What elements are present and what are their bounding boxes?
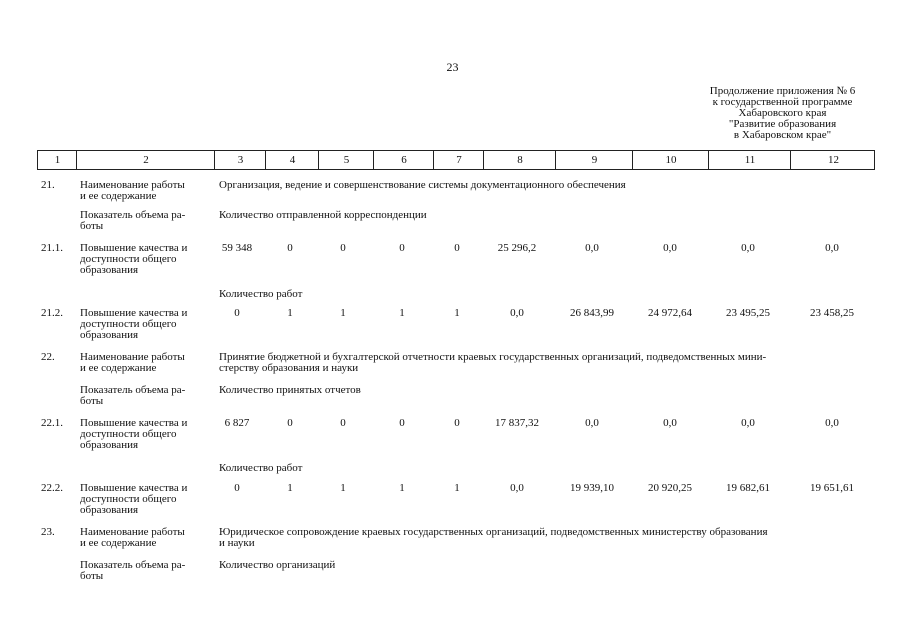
- value-text: 0,0: [825, 242, 839, 254]
- row-number: 23.: [41, 526, 55, 538]
- value-text: 0,0: [663, 417, 677, 429]
- column-divider: [483, 151, 484, 169]
- value-text: 59 348: [221, 242, 253, 254]
- row-name-line: Повышение качества и: [80, 417, 188, 429]
- value-text: 1: [340, 307, 346, 319]
- value-text: 19 651,61: [810, 482, 854, 494]
- row-name-line: Показатель объема ра-: [80, 384, 186, 396]
- column-number-header: [37, 150, 875, 170]
- column-number-cell: 12: [828, 154, 839, 166]
- row-number: 21.1.: [41, 242, 63, 254]
- value-text: 1: [287, 307, 293, 319]
- value-text: 0: [399, 242, 405, 254]
- column-divider: [708, 151, 709, 169]
- value-text: 0,0: [510, 307, 524, 319]
- header-note-line: Продолжение приложения № 6: [709, 85, 856, 97]
- row-description-line: и науки: [219, 537, 255, 549]
- row-name-line: доступности общего: [80, 253, 177, 265]
- value-text: 0,0: [663, 242, 677, 254]
- column-number-cell: 4: [289, 154, 296, 166]
- value-text: 0: [287, 417, 293, 429]
- column-number-cell: 10: [665, 154, 677, 166]
- row-name-line: образования: [80, 439, 139, 451]
- row-name-line: боты: [80, 220, 104, 232]
- header-note-line: к государственной программе: [712, 96, 853, 108]
- value-text: 0: [340, 417, 346, 429]
- row-number: 21.: [41, 179, 55, 191]
- row-name-line: Наименование работы: [80, 526, 185, 538]
- row-description-line: Количество принятых отчетов: [219, 384, 361, 396]
- appendix-header-note: [660, 86, 905, 141]
- row-number: 22.1.: [41, 417, 63, 429]
- indicator-label: Количество работ: [219, 462, 303, 474]
- column-number-cell: 9: [591, 154, 598, 166]
- row-name-line: Повышение качества и: [80, 482, 188, 494]
- value-text: 0: [454, 417, 460, 429]
- row-name-line: образования: [80, 329, 139, 341]
- value-text: 1: [399, 482, 405, 494]
- row-name-line: доступности общего: [80, 318, 177, 330]
- value-text: 0: [234, 307, 240, 319]
- column-number-cell: 5: [343, 154, 350, 166]
- column-divider: [790, 151, 791, 169]
- value-text: 24 972,64: [648, 307, 692, 319]
- column-number-cell: 6: [401, 154, 407, 166]
- row-name-line: Показатель объема ра-: [80, 559, 186, 571]
- row-description-line: Юридическое сопровождение краевых государственных организаций, подведомственных министерству образования: [219, 526, 768, 538]
- value-text: 1: [340, 482, 346, 494]
- column-divider: [318, 151, 319, 169]
- row-description-line: Количество отправленной корреспонденции: [219, 209, 427, 221]
- value-text: 26 843,99: [570, 307, 614, 319]
- column-number-cell: 8: [517, 154, 523, 166]
- value-text: 19 682,61: [726, 482, 770, 494]
- column-divider: [433, 151, 434, 169]
- row-name-line: боты: [80, 395, 104, 407]
- column-number-cell: 2: [143, 154, 149, 166]
- row-name-line: боты: [80, 570, 104, 582]
- column-number-cell: 3: [237, 154, 244, 166]
- column-number-cell: 7: [456, 154, 462, 166]
- row-name-line: и ее содержание: [80, 190, 157, 202]
- value-text: 1: [454, 307, 460, 319]
- row-number: 21.2.: [41, 307, 63, 319]
- header-note-line: в Хабаровском крае": [733, 129, 832, 141]
- row-name-line: Показатель объема ра-: [80, 209, 186, 221]
- row-name-line: Наименование работы: [80, 351, 185, 363]
- column-number-cell: 11: [744, 154, 756, 166]
- value-text: 20 920,25: [648, 482, 692, 494]
- value-text: 0,0: [510, 482, 524, 494]
- value-text: 17 837,32: [495, 417, 539, 429]
- row-name-line: Повышение качества и: [80, 242, 188, 254]
- value-text: 1: [454, 482, 460, 494]
- value-text: 19 939,10: [570, 482, 614, 494]
- value-text: 25 296,2: [497, 242, 537, 254]
- header-note-line: "Развитие образования: [728, 118, 837, 130]
- row-name-line: доступности общего: [80, 428, 177, 440]
- column-divider: [373, 151, 374, 169]
- row-description-line: Организация, ведение и совершенствование системы документационного обеспечения: [219, 179, 626, 191]
- header-note-line: Хабаровского края: [738, 107, 827, 119]
- row-name-line: Повышение качества и: [80, 307, 188, 319]
- row-name-line: доступности общего: [80, 493, 177, 505]
- column-divider: [265, 151, 266, 169]
- value-text: 23 495,25: [726, 307, 770, 319]
- column-divider: [76, 151, 77, 169]
- value-text: 0: [399, 417, 405, 429]
- page-number: 23: [446, 60, 459, 74]
- value-text: 1: [287, 482, 293, 494]
- column-divider: [214, 151, 215, 169]
- value-text: 0,0: [585, 242, 599, 254]
- column-number-cell: 1: [54, 154, 61, 166]
- value-text: 0,0: [585, 417, 599, 429]
- indicator-label: Количество работ: [219, 288, 303, 300]
- row-description-line: Принятие бюджетной и бухгалтерской отчетности краевых государственных организаций, подведомственных мини-: [219, 351, 767, 363]
- value-text: 6 827: [224, 417, 250, 429]
- column-divider: [632, 151, 633, 169]
- value-text: 0: [454, 242, 460, 254]
- row-name-line: Наименование работы: [80, 179, 185, 191]
- column-divider: [555, 151, 556, 169]
- row-name-line: образования: [80, 264, 139, 276]
- value-text: 0,0: [825, 417, 839, 429]
- row-name-line: образования: [80, 504, 139, 516]
- value-text: 23 458,25: [810, 307, 854, 319]
- row-number: 22.: [41, 351, 55, 363]
- row-number: 22.2.: [41, 482, 63, 494]
- row-description-line: Количество организаций: [219, 559, 336, 571]
- row-name-line: и ее содержание: [80, 362, 157, 374]
- value-text: 0,0: [741, 417, 755, 429]
- row-description-line: стерству образования и науки: [219, 362, 359, 374]
- value-text: 0: [340, 242, 346, 254]
- value-text: 0: [234, 482, 240, 494]
- value-text: 1: [399, 307, 405, 319]
- row-name-line: и ее содержание: [80, 537, 157, 549]
- value-text: 0: [287, 242, 293, 254]
- value-text: 0,0: [741, 242, 755, 254]
